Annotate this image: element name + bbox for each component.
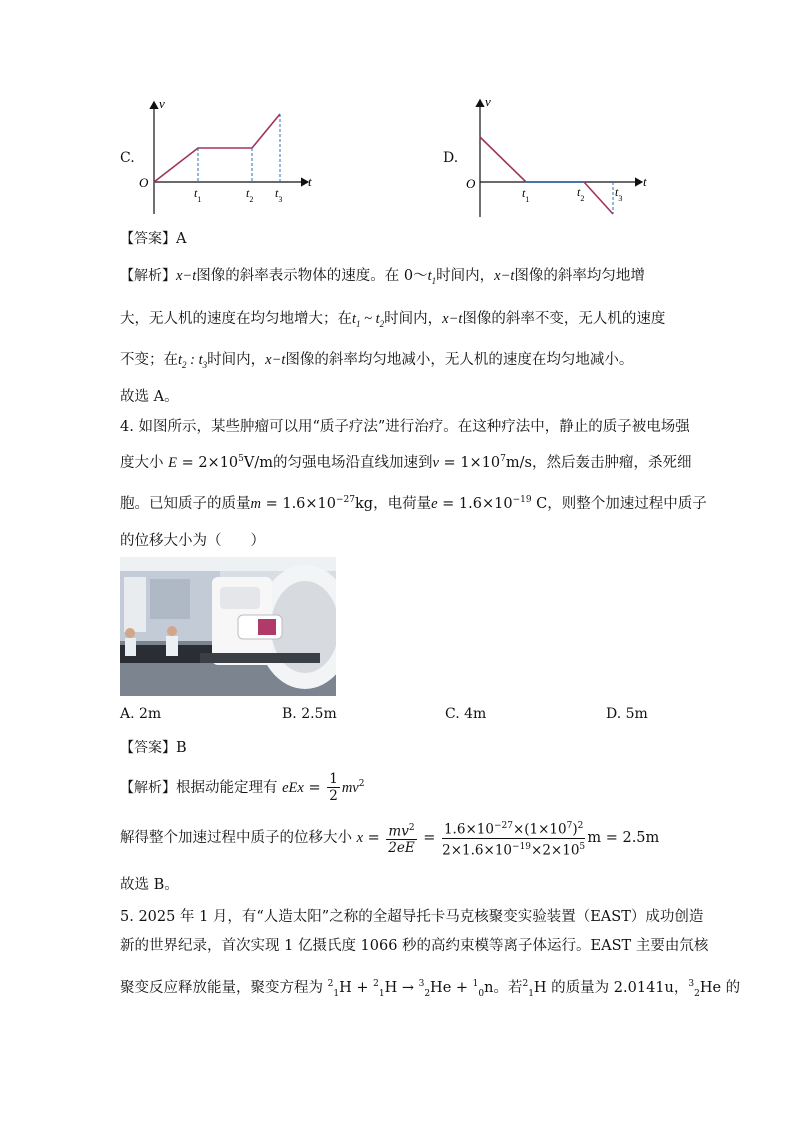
graph-c-v-label: v — [159, 96, 165, 111]
analysis-text: 时间内， — [436, 268, 495, 284]
q3-analysis-line-1 — [120, 264, 645, 286]
q4-choice-d: D. 5m — [606, 706, 648, 722]
q3-conclusion: 故选 A。 — [120, 389, 179, 405]
q4-analysis-line-2: 解得整个加速过程中质子的位移大小 x = $\frac{mv^2}{2eE}$ = $\frac{1.6\times 10^{-27}\times(1\times 10^7)^2}{2\times 1.6\times 10^{-19}\times 2\times 10^5}$ m = 2.5m — [120, 816, 659, 860]
velocity-formula: v — [432, 455, 439, 471]
q4-stem-line-2: 度大小 $E = 2\times 10^5V/m$的匀强电场沿直线加速到$v = 1\times 10^7m/s$，然后轰击肿瘤，杀死细 — [120, 454, 692, 471]
q5-text: 聚变反应释放能量，聚变方程为 — [120, 979, 323, 996]
option-c-label: C. — [120, 150, 135, 166]
graph-d — [458, 92, 658, 222]
result-value: m = 2.5m — [587, 830, 660, 846]
graph-c-t-label: t — [308, 174, 312, 189]
analysis-text: 图像的斜率不变，无人机的速度 — [462, 311, 666, 327]
charge-formula: e — [431, 496, 438, 512]
numeric-fraction: $\frac{1.6\times 10^{-27}\times(1\times 10^7)^2}{2\times 1.6\times 10^{-19}\times 2\times 10^5}$ — [442, 818, 585, 858]
xt-symbol: x−t — [494, 268, 515, 284]
q4-choice-b: B. 2.5m — [282, 706, 337, 722]
q4-answer — [120, 737, 187, 757]
q5-text: He 的 — [699, 979, 741, 996]
graph-d-tick-t1: $t_1$ — [522, 186, 530, 204]
q3-analysis-line-2 — [120, 307, 665, 329]
answer-value: A — [176, 231, 187, 247]
analysis-text: 解得整个加速过程中质子的位移大小 — [120, 830, 352, 846]
q4-stem-line-1: 4. 如图所示，某些肿瘤可以用“质子疗法”进行治疗。在这种疗法中，静止的质子被电场强 — [120, 419, 690, 435]
q4-choice-a: A. 2m — [120, 706, 162, 722]
analysis-tag: 【解析】 — [120, 268, 176, 284]
analysis-text: 不变；在 — [120, 352, 178, 368]
graph-d-tick-t3: $t_3$ — [615, 185, 623, 203]
x-symbol: x — [356, 830, 364, 846]
analysis-text: 根据动能定理有 — [176, 779, 278, 796]
analysis-text: 图像的斜率均匀地减小，无人机的速度在均匀地减小。 — [285, 352, 634, 368]
mv2: mv — [341, 779, 359, 796]
q3-answer — [120, 228, 186, 248]
t2-t3-symbol: $t_2$ : $t_3$ — [178, 352, 208, 370]
graph-c-tick-t3: $t_3$ — [275, 186, 283, 204]
graph-d-v-label: v — [485, 94, 491, 109]
graph-d-origin: O — [466, 176, 476, 191]
analysis-tag: 【解析】 — [120, 779, 176, 796]
graph-c-tick-t2: $t_2$ — [246, 186, 254, 204]
q4-text: 胞。已知质子的质量 — [120, 496, 251, 512]
analysis-text: 时间内， — [207, 352, 266, 368]
q4-text: ，电荷量 — [373, 496, 432, 512]
graph-c-curve — [154, 114, 280, 182]
q4-text: ，然后轰击肿瘤，杀死细 — [531, 455, 692, 471]
graph-d-t-label: t — [643, 174, 647, 189]
q4-stem-line-3: 胞。已知质子的质量$m = 1.6\times 10^{-27}kg$，电荷量$e = 1.6\times 10^{-19}$ C，则整个加速过程中质子 — [120, 495, 707, 512]
graph-d-tick-t2: $t_2$ — [577, 185, 585, 203]
energy-equation: eEx — [282, 779, 304, 796]
q4-conclusion: 故选 B。 — [120, 877, 179, 893]
xt-symbol: x−t — [265, 352, 286, 368]
helium-symbol: $^3_2$ — [688, 979, 700, 999]
q5-text: H 的质量为 2.0141u， — [533, 979, 689, 996]
xt-symbol: x−t — [442, 311, 463, 327]
graph-d-curve-1 — [480, 137, 613, 214]
q4-text: 的匀强电场沿直线加速到 — [273, 455, 433, 471]
mass-formula: m — [250, 496, 261, 512]
q4-analysis-line-1: 【解析】根据动能定理有 eEx = $\frac{1}{2}$ $mv^2$ — [120, 771, 365, 805]
q5-stem-line-3 — [120, 964, 740, 1004]
proton-therapy-illustration — [120, 557, 336, 696]
q5-stem-line-1: 5. 2025 年 1 月，有“人造太阳”之称的全超导托卡马克核聚变实验装置（EAST）成功创造 — [120, 909, 704, 925]
t1-t2-symbol: $t_1$ ~ $t_2$ — [352, 311, 385, 329]
q3-analysis-line-3 — [120, 348, 633, 370]
q4-stem-line-4: 的位移大小为（ ） — [120, 533, 265, 549]
q5-stem-line-2: 新的世界纪录，首次实现 1 亿摄氏度 1066 秒的高约束模等离子体运行。EAST 主要由氘核 — [120, 938, 709, 954]
answer-tag: 【答案】 — [120, 740, 176, 756]
analysis-text: 时间内， — [384, 311, 443, 327]
fusion-equation: $^2_1$H + $^2_1$H → $^3_2$He + $^1_0$n — [327, 979, 494, 999]
t1-symbol: $t_1$ — [427, 268, 437, 286]
e-field-formula: E — [168, 455, 177, 471]
graph-c-origin: O — [139, 175, 149, 190]
xt-symbol: x−t — [176, 268, 197, 284]
deuterium-symbol: $^2_1$ — [522, 979, 534, 999]
answer-value: B — [176, 740, 187, 756]
q5-text: 。若 — [493, 979, 523, 996]
q4-choice-c: C. 4m — [445, 706, 487, 722]
half-fraction: $\frac{1}{2}$ — [329, 771, 338, 805]
analysis-text: 大，无人机的速度在均匀地增大；在 — [120, 311, 352, 327]
analysis-text: 图像的斜率均匀地增 — [514, 268, 645, 284]
answer-tag: 【答案】 — [120, 231, 176, 247]
option-d-label: D. — [443, 150, 459, 166]
analysis-text: 图像的斜率表示物体的速度。在 0～ — [196, 268, 428, 284]
q4-text: 度大小 — [120, 455, 164, 471]
graph-c-tick-t1: $t_1$ — [194, 186, 202, 204]
proton-therapy-photo — [120, 557, 336, 696]
q4-text: ，则整个加速过程中质子 — [547, 496, 707, 512]
symbolic-fraction: $\frac{mv^2}{2eE}$ — [386, 820, 416, 857]
graph-c — [130, 92, 330, 217]
